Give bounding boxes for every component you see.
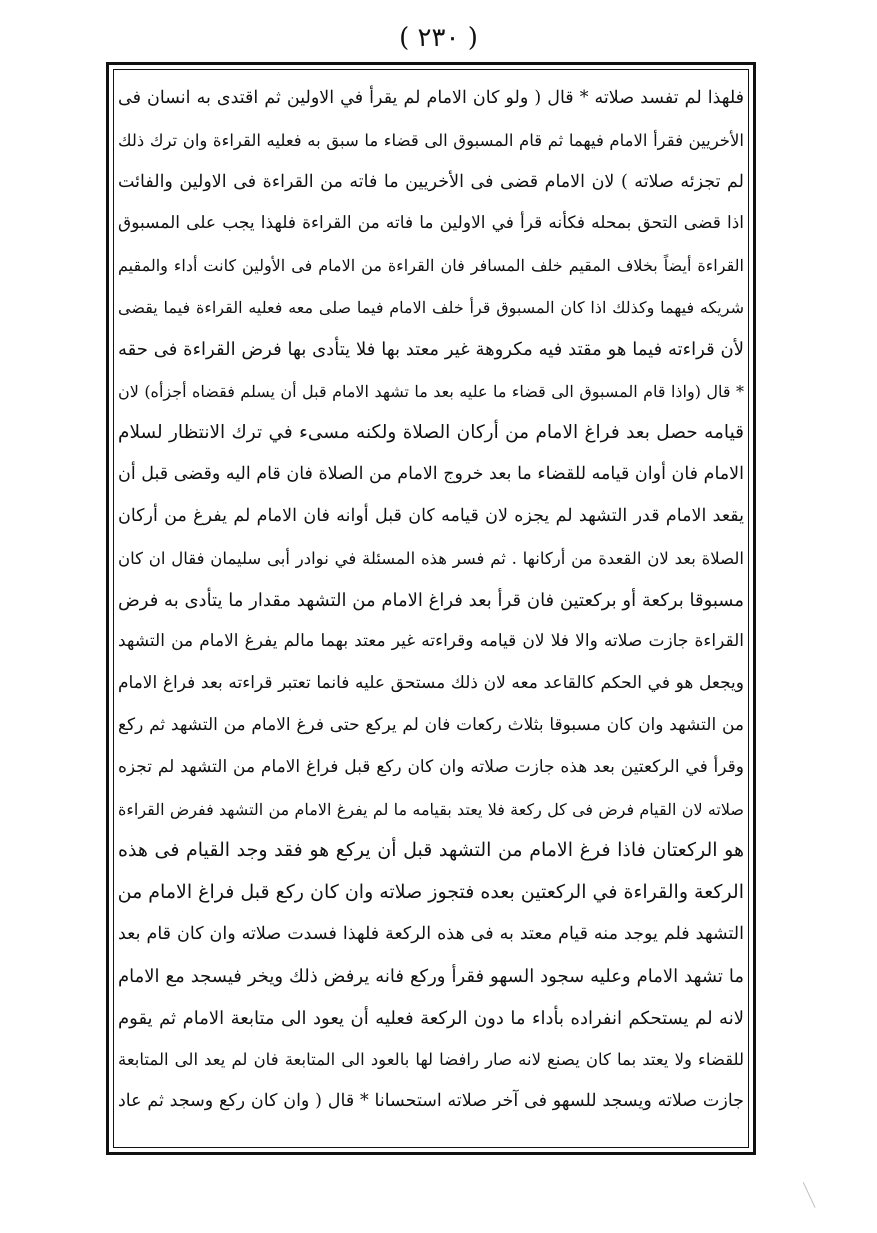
text-line: لأن قراءته فيما هو مقتد فيه مكروهة غير معتد بها فلا يتأدى بها فرض القراءة فى حقه xyxy=(118,338,744,360)
text-line: وقرأ في الركعتين بعد هذه جازت صلاته وان كان ركع قبل فراغ الامام من التشهد لم تجزه xyxy=(118,756,744,777)
text-line: قيامه حصل بعد فراغ الامام من أركان الصلاة ولكنه مسىء في ترك الانتظار لسلام xyxy=(118,422,744,444)
text-line: الصلاة بعد لان القعدة من أركانها . ثم فسر هذه المسئلة في نوادر أبى سليمان فقال ان كان xyxy=(118,548,744,568)
scan-artifact-mark xyxy=(803,1176,828,1208)
text-line: شريكه فيهما وكذلك اذا كان المسبوق قرأ خلف الامام فيما صلى معه فعليه القراءة فيما يقضى xyxy=(118,297,744,317)
text-line: من التشهد وان كان مسبوقا بثلاث ركعات فان لم يركع حتى فرغ الامام من التشهد ثم ركع xyxy=(118,714,744,735)
text-line: صلاته لان القيام فرض فى كل ركعة فلا يعتد بقيامه ما لم يفرغ الامام من التشهد ففرض القراءة xyxy=(118,799,744,819)
text-line: القراءة جازت صلاته والا فلا لان قيامه وقراءته غير معتد بهما مالم يفرغ الامام من التشهد xyxy=(118,631,744,652)
text-line: للقضاء ولا يعتد بما كان يصنع لانه صار رافضا لها بالعود الى المتابعة فان لم يعد الى المتابعة xyxy=(118,1050,744,1070)
main-text-block xyxy=(118,78,744,1123)
text-line: * قال (واذا قام المسبوق الى قضاء ما عليه بعد ما تشهد الامام قبل أن يسلم فقضاه أجزأه) لان xyxy=(118,381,744,401)
text-line: مسبوقا بركعة أو بركعتين فان قرأ بعد فراغ الامام من التشهد مقدار ما يتأدى به فرض xyxy=(118,589,744,611)
text-line: هو الركعتان فاذا فرغ الامام من التشهد قبل أن يركع هو فقد وجد القيام فى هذه xyxy=(118,839,744,862)
text-line: الأخريين فقرأ الامام فيهما ثم قام المسبوق الى قضاء ما سبق به فعليه القراءة وان ترك ذلك xyxy=(118,130,744,150)
text-line: فلهذا لم تفسد صلاته * قال ( ولو كان الامام لم يقرأ في الاولين ثم اقتدى به انسان فى xyxy=(118,88,744,108)
text-line: القراءة أيضاً بخلاف المقيم خلف المسافر فان القراءة من الامام فى الأولين كانت أداء والمقيم xyxy=(118,256,744,276)
text-line: لانه لم يستحكم انفراده بأداء ما دون الركعة فعليه أن يعود الى متابعة الامام ثم يقوم xyxy=(118,1007,744,1029)
text-line: ما تشهد الامام وعليه سجود السهو فقرأ وركع فانه يرفض ذلك ويخر فيسجد مع الامام xyxy=(118,965,744,987)
text-line: التشهد فلم يوجد منه قيام معتد به فى هذه الركعة فلهذا فسدت صلاته وان كان قام بعد xyxy=(118,923,744,944)
text-line: الامام فان أوان قيامه للقضاء ما بعد خروج الامام من الصلاة فان قام اليه وقضى قبل أن xyxy=(118,464,744,485)
text-line: لم تجزئه صلاته ) لان الامام قضى فى الأخريين ما فاته من القراءة فى الاولين والفائت xyxy=(118,171,744,192)
text-line: جازت صلاته ويسجد للسهو فى آخر صلاته استحسانا * قال ( وان كان ركع وسجد ثم عاد xyxy=(118,1091,744,1112)
page-number: ( ٢٣٠ ) xyxy=(399,23,478,53)
text-line: الركعة والقراءة في الركعتين بعده فتجوز صلاته وان كان ركع قبل فراغ الامام من xyxy=(118,881,744,904)
text-line: ويجعل هو في الحكم كالقاعد معه لان ذلك مستحق عليه فانما تعتبر قراءته بعد فراغ الامام xyxy=(118,673,744,694)
text-line: اذا قضى التحق بمحله فكأنه قرأ في الاولين ما فاته من القراءة فلهذا يجب على المسبوق xyxy=(118,213,744,234)
text-line: يقعد الامام قدر التشهد لم يجزه لان قيامه كان قبل أوانه فان الامام لم يفرغ من أركان xyxy=(118,505,744,526)
